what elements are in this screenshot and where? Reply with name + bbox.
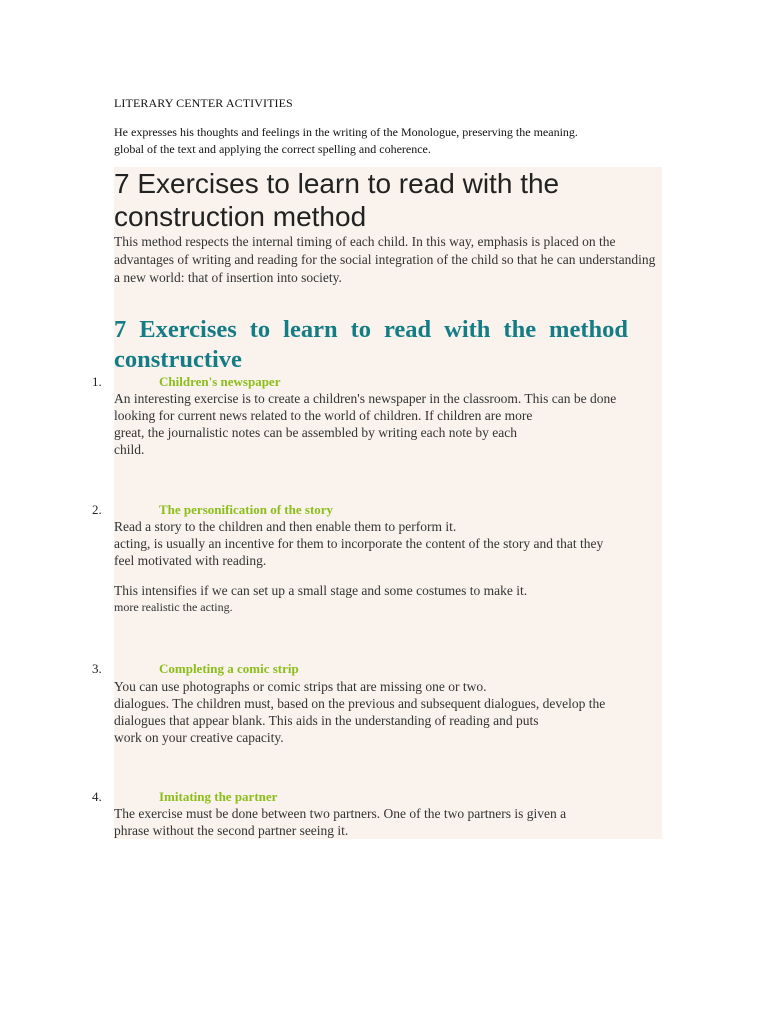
list-item-title: Imitating the partner bbox=[159, 789, 278, 804]
intro-line: global of the text and applying the correct spelling and coherence. bbox=[114, 142, 431, 156]
body-line: more realistic the acting. bbox=[114, 600, 233, 614]
body-line: An interesting exercise is to create a children's newspaper in the classroom. This can be done bbox=[114, 391, 617, 406]
list-item-number: 2. bbox=[92, 502, 102, 517]
list-item-title: The personification of the story bbox=[159, 502, 334, 517]
list-item-body bbox=[114, 390, 670, 458]
list-item-body bbox=[114, 805, 662, 839]
body-line: feel motivated with reading. bbox=[114, 553, 267, 568]
list-item-body bbox=[114, 518, 670, 616]
list-item-body bbox=[114, 678, 674, 746]
body-line: This intensifies if we can set up a small stage and some costumes to make it. bbox=[114, 583, 528, 598]
body-line: You can use photographs or comic strips that are missing one or two. bbox=[114, 679, 487, 694]
list-item-number: 3. bbox=[92, 661, 102, 676]
body-line: dialogues that appear blank. This aids in the understanding of reading and puts bbox=[114, 713, 539, 728]
list-item-title: Children's newspaper bbox=[159, 374, 281, 389]
body-line: Read a story to the children and then enable them to perform it. bbox=[114, 519, 457, 534]
article-lead: This method respects the internal timing of each child. In this way, emphasis is placed on the advantages of writing and reading for the social integration of the child so that he can understanding a new world: that of insertion into society. bbox=[114, 234, 656, 285]
body-line: phrase without the second partner seeing it. bbox=[114, 823, 349, 838]
body-line: work on your creative capacity. bbox=[114, 730, 284, 745]
intro-paragraph bbox=[114, 124, 654, 158]
page-header: LITERARY CENTER ACTIVITIES bbox=[114, 96, 293, 110]
body-line: child. bbox=[114, 442, 145, 457]
body-line: dialogues. The children must, based on the previous and subsequent dialogues, develop the bbox=[114, 696, 606, 711]
article-title: 7 Exercises to learn to read with the construction method bbox=[114, 168, 560, 232]
intro-line: He expresses his thoughts and feelings in the writing of the Monologue, preserving the meaning. bbox=[114, 125, 578, 139]
body-line: looking for current news related to the world of children. If children are more bbox=[114, 408, 533, 423]
article-subtitle: 7 Exercises to learn to read with the method constructive bbox=[114, 316, 628, 373]
body-line: great, the journalistic notes can be assembled by writing each note by each bbox=[114, 425, 517, 440]
body-line: acting, is usually an incentive for them to incorporate the content of the story and that they bbox=[114, 536, 604, 551]
body-line: The exercise must be done between two partners. One of the two partners is given a bbox=[114, 806, 567, 821]
list-item-title: Completing a comic strip bbox=[159, 661, 299, 676]
list-item-number: 1. bbox=[92, 374, 102, 389]
list-item-number: 4. bbox=[92, 789, 102, 804]
